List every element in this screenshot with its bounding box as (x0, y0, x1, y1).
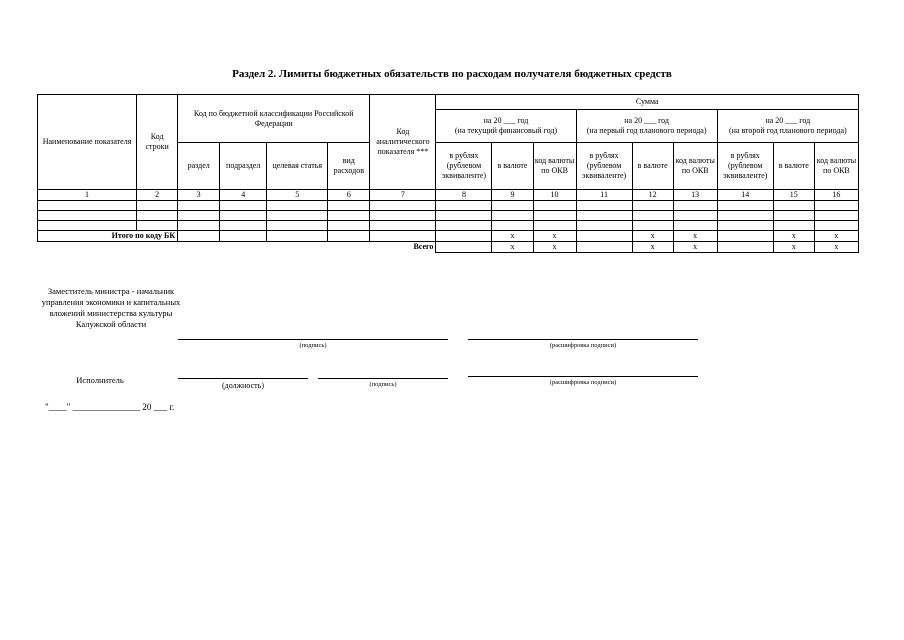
data-cell[interactable] (576, 242, 632, 253)
data-cell[interactable] (717, 211, 773, 221)
data-cell[interactable] (436, 221, 492, 231)
executor-signature-caption: (подпись) (369, 381, 397, 388)
data-cell[interactable] (436, 201, 492, 211)
data-cell[interactable] (267, 211, 328, 221)
column-number: 12 (632, 190, 673, 201)
executor-position-line[interactable] (178, 378, 308, 379)
data-cell[interactable] (328, 201, 370, 211)
header-cur-2: в валюте (632, 143, 673, 190)
period-first-year: на 20 ___ год (624, 116, 670, 125)
data-cell[interactable] (436, 211, 492, 221)
data-cell[interactable] (178, 221, 220, 231)
data-cell[interactable] (436, 242, 492, 253)
data-cell[interactable] (576, 201, 632, 211)
data-cell[interactable] (632, 211, 673, 221)
x-mark: x (814, 231, 858, 242)
data-cell[interactable] (717, 242, 773, 253)
data-cell[interactable] (328, 211, 370, 221)
budget-limits-table (37, 94, 859, 253)
data-cell[interactable] (370, 201, 436, 211)
data-cell[interactable] (328, 231, 370, 242)
data-cell[interactable] (178, 231, 220, 242)
data-cell[interactable] (673, 211, 717, 221)
column-number: 1 (38, 190, 137, 201)
header-sum: Сумма (436, 95, 859, 110)
column-number: 8 (436, 190, 492, 201)
data-cell[interactable] (773, 211, 814, 221)
total-bk-label: Итого по коду БК (38, 231, 178, 242)
x-mark: x (773, 231, 814, 242)
data-cell[interactable] (267, 231, 328, 242)
table-row (38, 221, 859, 231)
executor-decoding-line[interactable] (468, 376, 698, 377)
data-cell[interactable] (220, 201, 267, 211)
data-cell[interactable] (178, 201, 220, 211)
data-cell[interactable] (673, 221, 717, 231)
data-cell[interactable] (773, 201, 814, 211)
period-second-desc: (на второй год планового периода) (728, 126, 847, 135)
table-row (38, 201, 859, 211)
data-cell[interactable] (178, 211, 220, 221)
header-period-first (576, 110, 717, 143)
data-cell[interactable] (38, 201, 137, 211)
header-name: Наименование показателя (38, 95, 137, 190)
data-cell[interactable] (220, 231, 267, 242)
column-number: 10 (533, 190, 576, 201)
data-cell[interactable] (814, 211, 858, 221)
header-analytic-code: Код аналитического показателя *** (370, 95, 436, 190)
column-number: 16 (814, 190, 858, 201)
data-cell[interactable] (576, 221, 632, 231)
data-cell[interactable] (533, 221, 576, 231)
header-bk-group: Код по бюджетной классификации Российской Федерации (178, 95, 370, 143)
data-cell[interactable] (436, 231, 492, 242)
column-number: 13 (673, 190, 717, 201)
x-mark: x (673, 231, 717, 242)
data-cell[interactable] (773, 221, 814, 231)
date-field[interactable]: "____" _______________ 20 ___ г. (45, 402, 175, 412)
column-number: 9 (492, 190, 533, 201)
data-cell[interactable] (717, 231, 773, 242)
total-all-row (38, 242, 859, 253)
column-number: 14 (717, 190, 773, 201)
column-number: 6 (328, 190, 370, 201)
x-mark: x (492, 231, 533, 242)
column-number: 7 (370, 190, 436, 201)
data-cell[interactable] (814, 201, 858, 211)
header-subsection: подраздел (220, 143, 267, 190)
data-cell[interactable] (492, 221, 533, 231)
x-mark: x (533, 242, 576, 253)
total-bk-row (38, 231, 859, 242)
data-cell[interactable] (814, 221, 858, 231)
data-cell[interactable] (673, 201, 717, 211)
x-mark: x (632, 242, 673, 253)
data-cell[interactable] (38, 221, 137, 231)
header-okv-1: код валюты по ОКВ (533, 143, 576, 190)
header-expense-type: вид расходов (328, 143, 370, 190)
deputy-decoding-line[interactable] (468, 339, 698, 340)
period-current-desc: (на текущий финансовый год) (454, 126, 558, 135)
deputy-signature-line[interactable] (178, 339, 448, 340)
column-number-row (38, 190, 859, 201)
period-first-desc: (на первый год планового периода) (586, 126, 707, 135)
column-number: 5 (267, 190, 328, 201)
data-cell[interactable] (533, 201, 576, 211)
x-mark: x (814, 242, 858, 253)
header-target: целевая статья (267, 143, 328, 190)
column-number: 15 (773, 190, 814, 201)
header-cur-3: в валюте (773, 143, 814, 190)
column-number: 3 (178, 190, 220, 201)
data-cell[interactable] (492, 201, 533, 211)
x-mark: x (492, 242, 533, 253)
header-okv-2: код валюты по ОКВ (673, 143, 717, 190)
data-cell[interactable] (137, 201, 178, 211)
table-row (38, 211, 859, 221)
period-current-year: на 20 ___ год (483, 116, 529, 125)
data-cell[interactable] (717, 201, 773, 211)
data-cell[interactable] (370, 231, 436, 242)
x-mark: x (673, 242, 717, 253)
data-cell[interactable] (717, 221, 773, 231)
deputy-minister-label: Заместитель министра - начальник управления экономики и капитальных вложений министерства культуры Калужской области (41, 286, 181, 330)
data-cell[interactable] (576, 211, 632, 221)
data-cell[interactable] (632, 221, 673, 231)
data-cell[interactable] (576, 231, 632, 242)
header-section: раздел (178, 143, 220, 190)
header-row-code: Код строки (137, 95, 178, 190)
total-all-label: Всего (38, 242, 436, 253)
x-mark: x (632, 231, 673, 242)
executor-signature-line[interactable] (318, 378, 448, 379)
data-cell[interactable] (632, 201, 673, 211)
column-number: 2 (137, 190, 178, 201)
period-second-year: на 20 ___ год (765, 116, 811, 125)
executor-decoding-caption: (расшифровка подписи) (549, 379, 617, 386)
executor-label: Исполнитель (76, 375, 124, 385)
data-cell[interactable] (328, 221, 370, 231)
data-cell[interactable] (137, 221, 178, 231)
column-number: 4 (220, 190, 267, 201)
header-cur-1: в валюте (492, 143, 533, 190)
data-cell[interactable] (220, 221, 267, 231)
deputy-signature-caption: (подпись) (299, 342, 327, 349)
data-cell[interactable] (492, 211, 533, 221)
deputy-decoding-caption: (расшифровка подписи) (549, 342, 617, 349)
data-cell[interactable] (533, 211, 576, 221)
column-number: 11 (576, 190, 632, 201)
section-title: Раздел 2. Лимиты бюджетных обязательств по расходам получателя бюджетных средств (232, 68, 672, 80)
data-cell[interactable] (220, 211, 267, 221)
x-mark: x (533, 231, 576, 242)
data-cell[interactable] (137, 211, 178, 221)
header-rub-1: в рублях (рублевом эквиваленте) (436, 143, 492, 190)
header-rub-3: в рублях (рублевом эквиваленте) (717, 143, 773, 190)
data-cell[interactable] (267, 201, 328, 211)
header-rub-2: в рублях (рублевом эквиваленте) (576, 143, 632, 190)
x-mark: x (773, 242, 814, 253)
header-okv-3: код валюты по ОКВ (814, 143, 858, 190)
data-cell[interactable] (38, 211, 137, 221)
executor-position-caption: (должность) (222, 381, 264, 390)
header-period-current (436, 110, 576, 143)
data-cell[interactable] (267, 221, 328, 231)
header-period-second (717, 110, 858, 143)
data-cell[interactable] (370, 211, 436, 221)
data-cell[interactable] (370, 221, 436, 231)
